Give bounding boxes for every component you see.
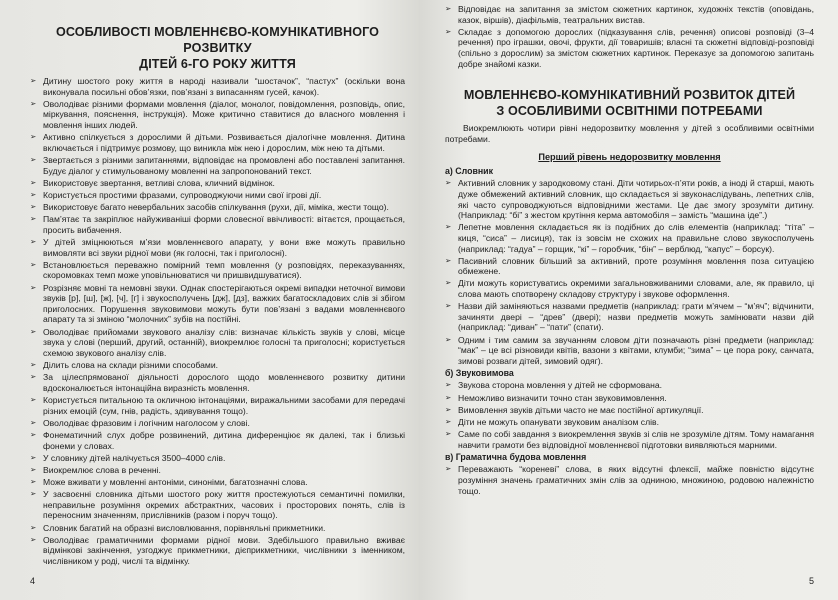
list-item: ➢ Звертається з різними запитаннями, відповідає на промовлені або поставлені запитання. Будує діалог у стимульованому мовленні на запропонований текст. [30,155,405,176]
list-item: ➢ Фонематичний слух добре розвинений, дитина диференціює як далекі, так і близькі фонеми у словах. [30,430,405,451]
list-item: ➢ Може вживати у мовленні антоніми, синоніми, багатозначні слова. [30,477,405,488]
list-item: ➢ Одним і тим самим за звучанням словом діти позначають різні предмети (наприклад: “мак” – це всі різновиди квітів, вазони з квітами, клумби; “зима” – це пора року, санчата, зимові розваги дітей, зимовий одяг). [445,335,814,367]
page-number: 5 [808,576,814,586]
title-line: ОСОБЛИВОСТІ МОВЛЕННЄВО-КОМУНІКАТИВНОГО РОЗВИТКУ [55,25,380,55]
list-item: ➢ У дітей зміцнюються м’язи мовленнєвого апарату, у вони вже можуть правильно вимовляти всі звуки рідної мови (як голосні, так і приголосні). [30,237,405,258]
page-number: 4 [30,576,36,586]
title-line: З ОСОБЛИВИМИ ОСВІТНІМИ ПОТРЕБАМИ [496,104,763,119]
list-item: ➢ Використовує багато невербальних засобів спілкування (рухи, дії, міміка, жести тощо). [30,202,405,213]
level-heading: Перший рівень недорозвитку мовлення [538,152,721,163]
list-item: ➢ Використовує звертання, ветливі слова, кличний відмінок. [30,178,405,189]
intro-paragraph: Виокремлюють чотири рівні недорозвитку мовлення у дітей з особливими освітніми потребами. [445,123,814,144]
list-item: ➢ Звукова сторона мовлення у дітей не сформована. [445,380,814,391]
list-item: ➢ Оволодіває граматичними формами рідної мови. Здебільшого правильно вживає відмінкові закінчення, узгоджує прикметники, дієприкметники, числівники з іменником, числівником у роді, числі та відмінку. [30,535,405,567]
list-item: ➢ Складає з допомогою дорослих (підказування слів, речення) описові розповіді (3–4 речення) про іграшки, овочі, фрукти, дії товаришів; власні та сюжетні відповіді-розповіді (спільно з дорослим) за змістом сюжетних картинок. Переказує за допомогою запитань добре знайомі казки. [445,27,814,69]
vocabulary-list [445,178,814,366]
list-item: ➢ Оволодіває фразовим і логічним наголосом у слові. [30,418,405,429]
page-title [30,24,405,72]
section-heading-vocabulary: а) Словник [445,166,493,177]
section-title [445,87,814,119]
list-item: ➢ Неможливо визначити точно стан звуковимовлення. [445,393,814,404]
list-item: ➢ Відповідає на запитання за змістом сюжетних картинок, художніх текстів (оповідань, казок, віршів), діафільмів, театральних вистав. [445,4,814,25]
pronunciation-list [445,380,814,450]
list-item: ➢ У засвоєнні словника дітьми шостого року життя простежуються семантичні помилки, неправильне розуміння окремих абстрактних, часових і просторових понять, слів із переносним значенням, прислівників (разом і поруч тощо). [30,489,405,521]
grammar-list [445,464,814,496]
list-item: ➢ Діти не можуть опанувати звуковим аналізом слів. [445,417,814,428]
characteristics-list [30,76,405,567]
title-line: ДІТЕЙ 6-ГО РОКУ ЖИТТЯ [139,57,296,71]
list-item: ➢ Переважають “кореневі” слова, в яких відсутні флексії, майже повністю відсутнє розуміння значень граматичних змін слів за одниною, множиною, родовою належністю тощо. [445,464,814,496]
list-item: ➢ За цілеспрямованої діяльності дорослого щодо мовленнєвого розвитку дитини вдосконалюється інтонаційна виразність мовлення. [30,372,405,393]
section-heading-grammar: в) Граматична будова мовлення [445,452,587,463]
list-item: ➢ Активно спілкується з дорослими й дітьми. Розвивається діалогічне мовлення. Дитина включається і підтримує розмову, що виникла між нею і дорослим, між нею та дітьми. [30,132,405,153]
list-item: ➢ Встановлюється переважно помірний темп мовлення (у розповідях, переказуваннях, скоромовках темп може уповільнюватися чи пришвидшуватися). [30,260,405,281]
list-item: ➢ Оволодіває різними формами мовлення (діалог, монолог, повідомлення, розповідь, опис, міркування, пояснення, інструкція). Може критично ставитися до власного мовлення і мовлення інших людей. [30,99,405,131]
list-item: ➢ Лепетне мовлення складається як із подібних до слів елементів (наприклад: “тіта” – киця, “сиса” – лисиця), так із зовсім не схожих на правильне слово звукосполучень (наприклад: “гадуа” – горщик, “кі” – горобчик, “бін” – верблюд, “капус” – борсук). [445,222,814,254]
list-item: ➢ Користується простими фразами, супроводжуючи ними свої ігрові дії. [30,190,405,201]
list-item: ➢ Активний словник у зародковому стані. Діти чотирьох-п’яти років, а іноді й старші, мають дуже обмежений активний словник, що складається зі звуконаслідувань, лепетних слів, які часто супроводжуються відповідними жестами. Це дає змогу зрозуміти дитину. (Наприклад: “бі” з жестом крутіння керма автомобіля – замість “машина іде”.) [445,178,814,220]
title-line: МОВЛЕННЄВО-КОМУНІКАТИВНИЙ РОЗВИТОК ДІТЕЙ [463,88,796,103]
list-item: ➢ Дитину шостого року життя в народі називали “шостачок”, “пастух” (оскільки вона виконувала посильні обов’язки, пов’язані з випасанням гусей, качок). [30,76,405,97]
list-item: ➢ У словнику дітей налічується 3500–4000 слів. [30,453,405,464]
list-item: ➢ Пасивний словник більший за активний, проте розуміння мовлення поза ситуацією обмежене. [445,256,814,277]
right-page [419,0,838,600]
list-item: ➢ Розрізняє мовні та немовні звуки. Однак спостерігаються окремі випадки неточної вимови звуків [р], [ш], [ж], [ч], [г] і звукосполучень [дж], [дз], важких багатоскладових слів зі збігом приголосних. Порушення звуковимови можуть бути пов’язані з вадами мовленнєвого апарату та зі зміною “молочних” зубів на постійні. [30,283,405,325]
continued-list [445,4,814,69]
list-item: ➢ Виокремлює слова в реченні. [30,465,405,476]
list-item: ➢ Ділить слова на склади різними способами. [30,360,405,371]
list-item: ➢ Вимовлення звуків дітьми часто не має постійної артикуляції. [445,405,814,416]
list-item: ➢ Користується питальною та окличною інтонаціями, виражальними засобами для передачі різних емоцій (сум, гнів, радість, здивування тощо). [30,395,405,416]
list-item: ➢ Оволодіває прийомами звукового аналізу слів: визначає кількість звуків у слові, місце звука у слові (перший, другий, останній), виокремлює голосні та приголосні; користується схемою звукового аналізу слів. [30,327,405,359]
list-item: ➢ Саме по собі завдання з виокремлення звуків зі слів не зрозуміле дітям. Тому намагання навчити грамоти без відповідної мовленнєвої підготовки виявляються марними. [445,429,814,450]
section-heading-pronunciation: б) Звуковимова [445,368,514,379]
list-item: ➢ Словник багатий на образні висловлювання, порівняльні прикметники. [30,523,405,534]
list-item: ➢ Пам’ятає та закріплює найуживаніші форми словесної ввічливості: вітаєтся, прощається, просить вибачення. [30,214,405,235]
list-item: ➢ Назви дій заміняються назвами предметів (наприклад: грати м’ячем – “м’яч”; відчинити, зачиняти двері – “древ” (двері); назви предметів можуть замінювати назви дій (наприклад: “диван” – “пати” (спати). [445,301,814,333]
list-item: ➢ Діти можуть користуватись окремими загальновживаними словами, але, як правило, ці слова мають спотворену складову структуру і звукове оформлення. [445,278,814,299]
